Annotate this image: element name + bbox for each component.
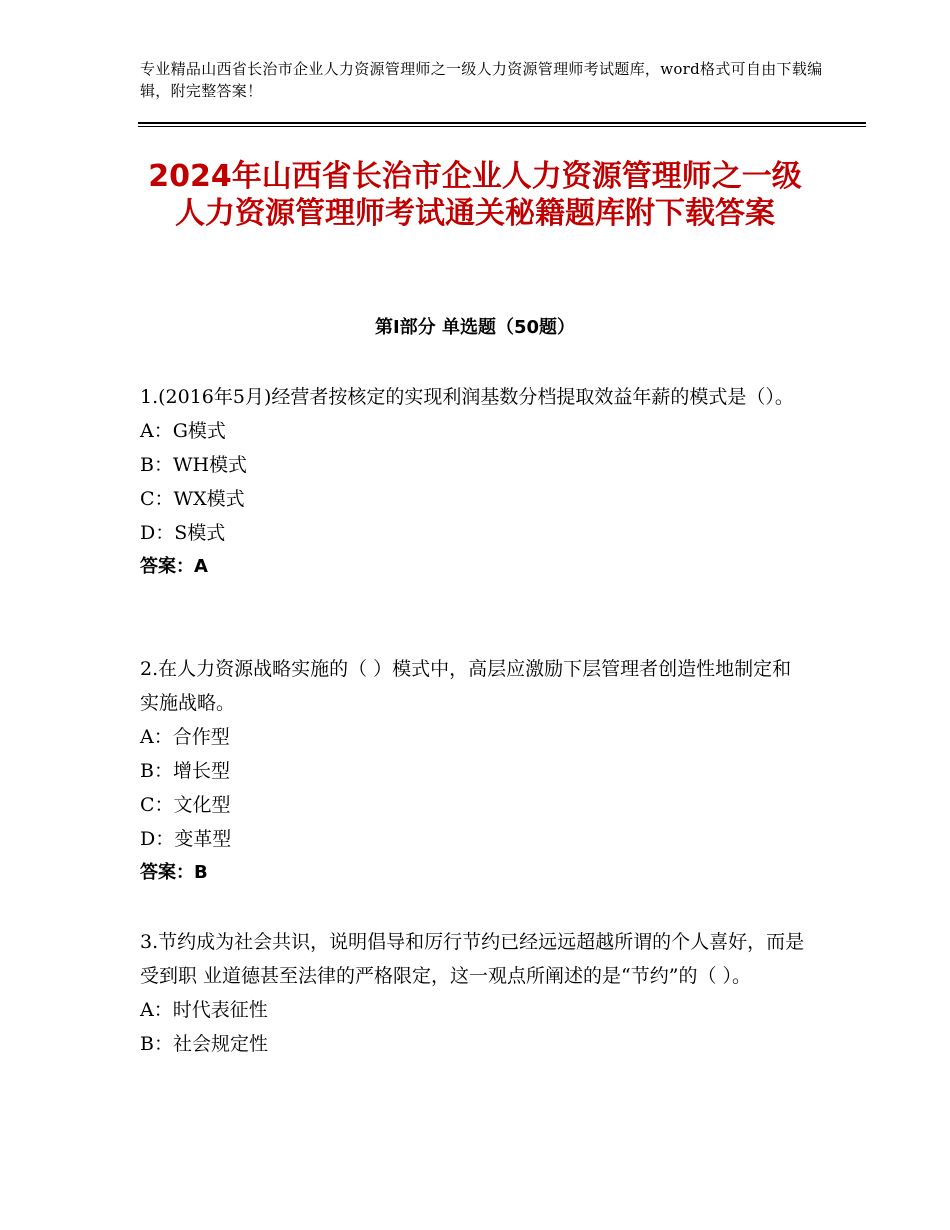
header-rule-thick: [138, 122, 866, 124]
question-answer: 答案：A: [140, 556, 208, 577]
question-1: [140, 380, 810, 584]
header-rule-thin: [138, 126, 866, 127]
question-option-d: D：变革型: [140, 828, 232, 850]
question-2: [140, 652, 810, 890]
question-stem: 1.(2016年5月)经营者按核定的实现利润基数分档提取效益年薪的模式是（）。: [140, 386, 794, 408]
question-option-c: C：文化型: [140, 794, 231, 816]
question-option-a: A：合作型: [140, 726, 230, 748]
question-3: [140, 925, 810, 1061]
question-option-b: B：社会规定性: [140, 1033, 268, 1055]
question-option-d: D：S模式: [140, 522, 226, 544]
document-title: 2024年山西省长治市企业人力资源管理师之一级人力资源管理师考试通关秘籍题库附下载答案: [148, 159, 802, 231]
question-stem: 2.在人力资源战略实施的（ ）模式中，高层应激励下层管理者创造性地制定和实施战略。: [140, 658, 792, 714]
question-option-b: B：增长型: [140, 760, 230, 782]
question-answer: 答案：B: [140, 862, 208, 883]
question-option-a: A：G模式: [140, 420, 226, 442]
section-title: 第Ⅰ部分 单选题（50题）: [374, 317, 575, 338]
question-option-c: C：WX模式: [140, 488, 245, 510]
header-note: 专业精品山西省长治市企业人力资源管理师之一级人力资源管理师考试题库，word格式可自由下载编辑，附完整答案！: [140, 60, 823, 100]
question-stem: 3.节约成为社会共识，说明倡导和厉行节约已经远远超越所谓的个人喜好，而是受到职 业道德甚至法律的严格限定，这一观点所阐述的是“节约”的（ ）。: [140, 931, 805, 987]
question-option-a: A：时代表征性: [140, 999, 268, 1021]
question-option-b: B：WH模式: [140, 454, 248, 476]
